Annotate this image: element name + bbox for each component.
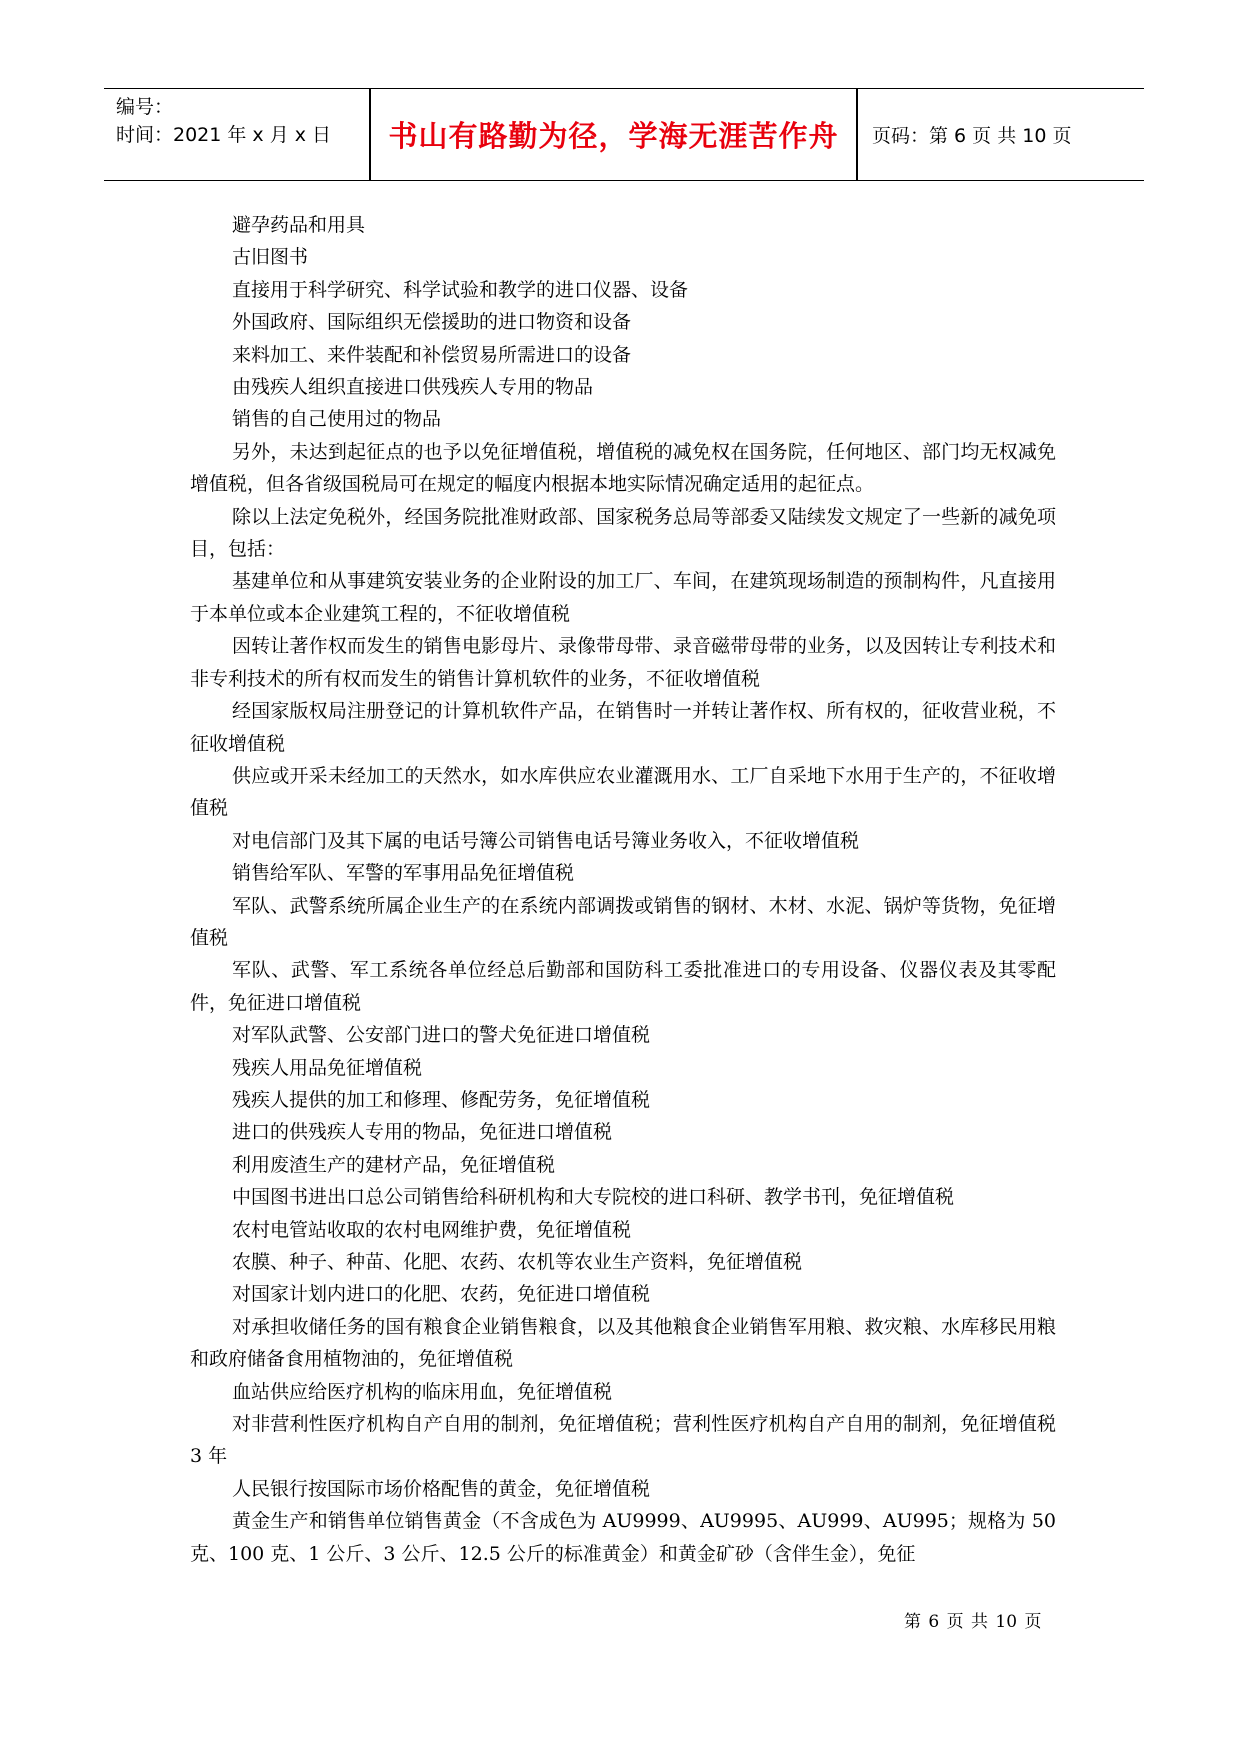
page-footer: 第 6 页 共 10 页 xyxy=(904,1612,1042,1632)
page-header xyxy=(104,88,1144,181)
paragraph: 黄金生产和销售单位销售黄金（不含成色为 AU9999、AU9995、AU999、AU995；规格为 50 克、100 克、1 公斤、3 公斤、12.5 公斤的标准黄金）和黄金矿砂（含伴生金），免征 xyxy=(190,1510,1056,1565)
header-motto: 书山有路勤为径，学海无涯苦作舟 xyxy=(388,119,839,153)
paragraph: 来料加工、来件装配和补偿贸易所需进口的设备 xyxy=(232,343,632,366)
paragraph: 避孕药品和用具 xyxy=(232,214,366,236)
paragraph: 军队、武警系统所属企业生产的在系统内部调拨或销售的钢材、木材、水泥、锅炉等货物，免征增值税 xyxy=(190,894,1056,949)
paragraph: 另外，未达到起征点的也予以免征增值税，增值税的减免权在国务院，任何地区、部门均无权减免增值税，但各省级国税局可在规定的幅度内根据本地实际情况确定适用的起征点。 xyxy=(190,440,1056,496)
paragraph: 对承担收储任务的国有粮食企业销售粮食，以及其他粮食企业销售军用粮、救灾粮、水库移民用粮和政府储备食用植物油的，免征增值税 xyxy=(190,1315,1056,1371)
header-meta xyxy=(116,93,331,149)
paragraph: 血站供应给医疗机构的临床用血，免征增值税 xyxy=(232,1380,613,1403)
document-number-label: 编号： xyxy=(116,96,174,118)
paragraph: 经国家版权局注册登记的计算机软件产品，在销售时一并转让著作权、所有权的，征收营业税，不征收增值税 xyxy=(190,700,1056,755)
paragraph: 基建单位和从事建筑安装业务的企业附设的加工厂、车间，在建筑现场制造的预制构件，凡直接用于本单位或本企业建筑工程的，不征收增值税 xyxy=(190,570,1056,625)
paragraph: 农膜、种子、种苗、化肥、农药、农机等农业生产资料，免征增值税 xyxy=(232,1251,803,1273)
paragraph: 对国家计划内进口的化肥、农药，免征进口增值税 xyxy=(232,1283,651,1306)
document-time: 时间：2021 年 x 月 x 日 xyxy=(116,124,332,146)
paragraph: 残疾人提供的加工和修理、修配劳务，免征增值税 xyxy=(232,1088,651,1111)
paragraph: 利用废渣生产的建材产品，免征增值税 xyxy=(232,1153,556,1176)
paragraph: 直接用于科学研究、科学试验和教学的进口仪器、设备 xyxy=(232,278,689,301)
paragraph: 中国图书进出口总公司销售给科研机构和大专院校的进口科研、教学书刊，免征增值税 xyxy=(232,1186,955,1209)
paragraph: 残疾人用品免征增值税 xyxy=(232,1056,423,1079)
paragraph: 销售的自己使用过的物品 xyxy=(232,408,442,431)
paragraph: 进口的供残疾人专用的物品，免征进口增值税 xyxy=(232,1121,613,1144)
paragraph: 供应或开采未经加工的天然水，如水库供应农业灌溉用水、工厂自采地下水用于生产的，不征收增值税 xyxy=(190,764,1056,820)
paragraph: 销售给军队、军警的军事用品免征增值税 xyxy=(232,862,575,885)
paragraph: 对电信部门及其下属的电话号簿公司销售电话号簿业务收入，不征收增值税 xyxy=(232,829,860,852)
header-divider xyxy=(856,89,858,180)
header-page-info: 页码：第 6 页 共 10 页 xyxy=(872,125,1072,147)
paragraph: 农村电管站收取的农村电网维护费，免征增值税 xyxy=(232,1218,632,1241)
paragraph: 由残疾人组织直接进口供残疾人专用的物品 xyxy=(232,376,594,399)
paragraph: 人民银行按国际市场价格配售的黄金，免征增值税 xyxy=(232,1477,651,1500)
paragraph: 军队、武警、军工系统各单位经总后勤部和国防科工委批准进口的专用设备、仪器仪表及其零配件，免征进口增值税 xyxy=(190,959,1056,1014)
paragraph: 外国政府、国际组织无偿援助的进口物资和设备 xyxy=(232,311,632,334)
paragraph: 因转让著作权而发生的销售电影母片、录像带母带、录音磁带母带的业务，以及因转让专利技术和非专利技术的所有权而发生的销售计算机软件的业务，不征收增值税 xyxy=(190,635,1056,690)
paragraph: 对军队武警、公安部门进口的警犬免征进口增值税 xyxy=(232,1024,651,1047)
paragraph: 除以上法定免税外，经国务院批准财政部、国家税务总局等部委又陆续发文规定了一些新的减免项目，包括： xyxy=(190,505,1056,561)
paragraph: 古旧图书 xyxy=(232,246,309,269)
paragraph: 对非营利性医疗机构自产自用的制剂，免征增值税；营利性医疗机构自产自用的制剂，免征增值税 3 年 xyxy=(190,1413,1056,1468)
document-body xyxy=(190,209,1056,1570)
